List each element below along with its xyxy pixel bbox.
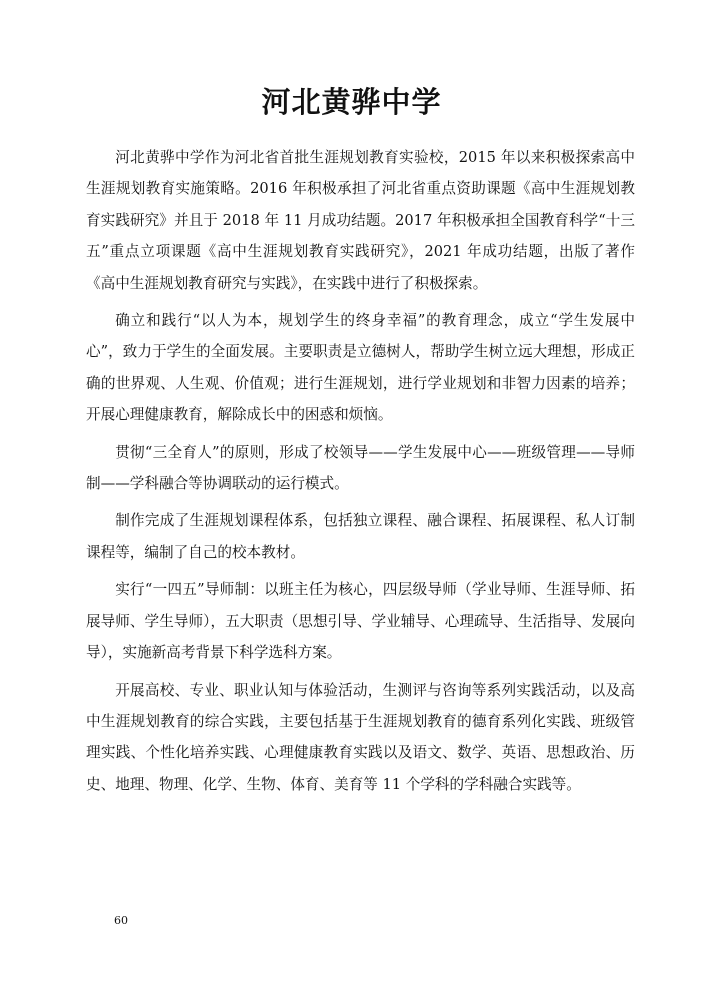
page-title: 河北黄骅中学 xyxy=(261,85,442,119)
paragraph-3: 贯彻“三全育人”的原则，形成了校领导——学生发展中心——班级管理——导师制——学科融合等协调联动的运行模式。 xyxy=(86,443,635,493)
page-number: 60 xyxy=(114,914,128,927)
paragraph-5: 实行“一四五”导师制：以班主任为核心，四层级导师（学业导师、生涯导师、拓展导师、学生导师），五大职责（思想引导、学业辅导、心理疏导、生活指导、发展向导），实施新高考背景下科学选科方案。 xyxy=(86,581,635,662)
paragraph-2: 确立和践行“以人为本，规划学生的终身幸福”的教育理念，成立“学生发展中心”，致力于学生的全面发展。主要职责是立德树人，帮助学生树立远大理想，形成正确的世界观、人生观、价值观；进行生涯规划，进行学业规划和非智力因素的培养；开展心理健康教育，解除成长中的困惑和烦恼。 xyxy=(86,312,635,424)
paragraph-1: 河北黄骅中学作为河北省首批生涯规划教育实验校，2015 年以来积极探索高中生涯规划教育实施策略。2016 年积极承担了河北省重点资助课题《高中生涯规划教育实践研究》并且于 2018 年 11 月成功结题。2017 年积极承担全国教育科学“十三五”重点立项课题《高中生涯规划教育实践研究》，2021 年成功结题，出版了著作《高中生涯规划教育研究与实践》，在实践中进行了积极探索。 xyxy=(86,149,635,292)
paragraph-4: 制作完成了生涯规划课程体系，包括独立课程、融合课程、拓展课程、私人订制课程等，编制了自己的校本教材。 xyxy=(86,512,635,561)
body-text xyxy=(86,142,635,806)
paragraph-6: 开展高校、专业、职业认知与体验活动，生测评与咨询等系列实践活动，以及高中生涯规划教育的综合实践，主要包括基于生涯规划教育的德育系列化实践、班级管理实践、个性化培养实践、心理健康教育实践以及语文、数学、英语、思想政治、历史、地理、物理、化学、生物、体育、美育等 11 个学科的学科融合实践等。 xyxy=(86,681,635,793)
